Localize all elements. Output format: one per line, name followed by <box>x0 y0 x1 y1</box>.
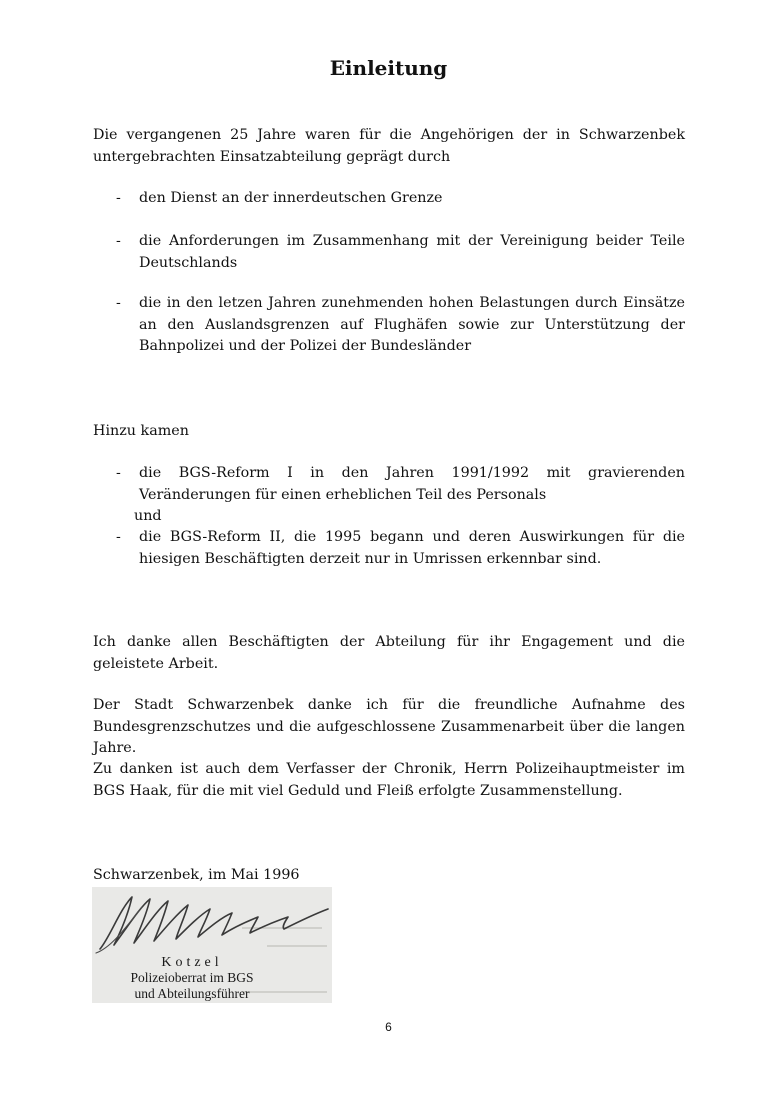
thanks-paragraph: Ich danke allen Beschäftigten der Abteilung für ihr Engagement und die geleistete Arbeit. <box>93 634 685 672</box>
signer-rank: Polizeioberrat im BGS <box>130 970 254 985</box>
signer-role: und Abteilungsführer <box>134 986 250 1001</box>
list-bullet: - <box>116 465 121 481</box>
page-number: 6 <box>385 1020 392 1034</box>
list-item: die Anforderungen im Zusammenhang mit der Vereinigung beider Teile Deutschlands <box>139 233 685 271</box>
list-item: die in den letzen Jahren zunehmenden hohen Belastungen durch Einsätze an den Auslandsgrenzen auf Flughäfen sowie zur Unterstützung der Bahnpolizei und der Polizei der Bundesländer <box>139 295 685 354</box>
handwritten-signature <box>92 887 332 957</box>
list-bullet: - <box>116 190 121 206</box>
conjunction-und: und <box>134 508 162 524</box>
list-bullet: - <box>116 295 121 311</box>
signature-stamp <box>92 887 332 1003</box>
thanks-author-paragraph: Zu danken ist auch dem Verfasser der Chronik, Herrn Polizeihauptmeister im BGS Haak, für die mit viel Geduld und Fleiß erfolgte Zusammenstellung. <box>93 761 685 799</box>
list-bullet: - <box>116 233 121 249</box>
place-date: Schwarzenbek, im Mai 1996 <box>93 867 300 883</box>
list-item: die BGS-Reform II, die 1995 begann und deren Auswirkungen für die hiesigen Beschäftigten derzeit nur in Umrissen erkennbar sind. <box>139 529 685 567</box>
page-title: Einleitung <box>329 56 448 80</box>
thanks-city-paragraph: Der Stadt Schwarzenbek danke ich für die freundliche Aufnahme des Bundesgrenzschutzes und die aufgeschlossene Zusammenarbeit über die langen Jahre. <box>93 697 685 756</box>
hinzu-heading: Hinzu kamen <box>93 423 189 439</box>
signer-name: Kotzel <box>161 955 223 970</box>
list-item: den Dienst an der innerdeutschen Grenze <box>139 190 443 206</box>
intro-paragraph: Die vergangenen 25 Jahre waren für die Angehörigen der in Schwarzenbek untergebrachten Einsatzabteilung geprägt durch <box>93 127 685 165</box>
list-item: die BGS-Reform I in den Jahren 1991/1992 mit gravierenden Veränderungen für einen erheblichen Teil des Personals <box>139 465 685 503</box>
list-bullet: - <box>116 529 121 545</box>
